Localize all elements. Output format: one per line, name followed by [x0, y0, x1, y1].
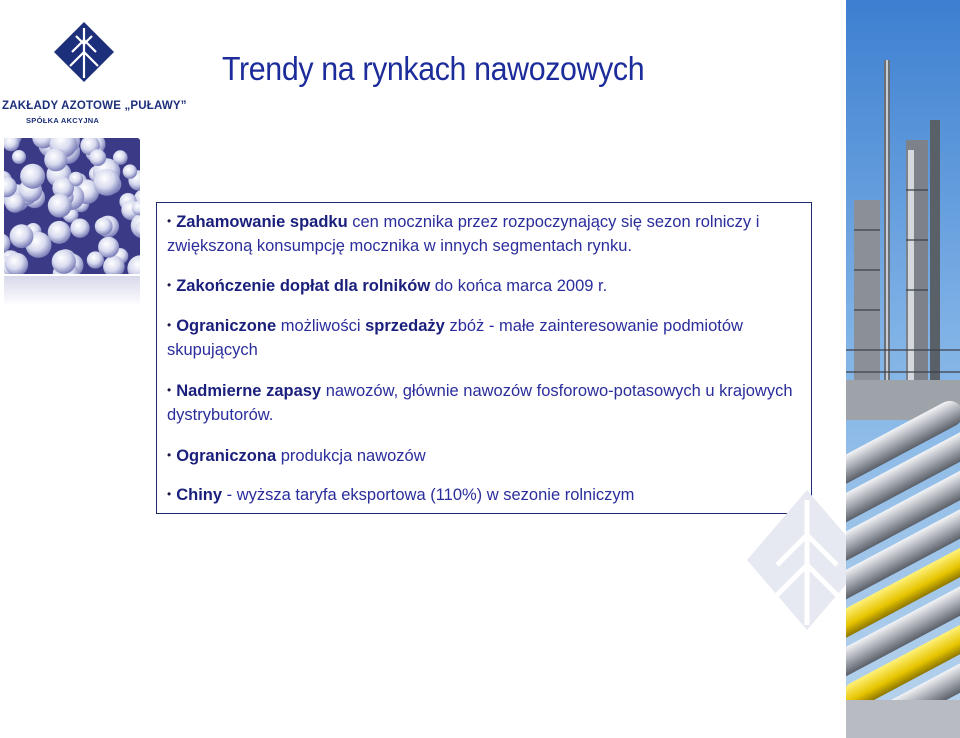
bullet-3-text-2: zbóż - małe zainteresowanie podmiotów skupujących: [167, 317, 743, 359]
pellet: [89, 149, 106, 166]
pellet: [52, 250, 76, 274]
bullet-item-6: [167, 484, 807, 508]
bullet-4-bold: Nadmierne zapasy: [176, 382, 322, 400]
pellet: [20, 164, 45, 189]
bullet-4-text: nawozów, głównie nawozów fosforowo-potasowych u krajowych dystrybutorów.: [167, 382, 793, 424]
bullet-icon: •: [167, 214, 172, 228]
bullet-icon: •: [167, 278, 172, 292]
bullet-5-text: produkcja nawozów: [276, 447, 426, 465]
pellet: [69, 172, 83, 186]
pellet: [48, 194, 72, 218]
pellet: [44, 148, 67, 171]
company-subtitle: SPÓŁKA AKCYJNA: [26, 116, 100, 125]
pellet: [93, 169, 120, 196]
bullet-item-1: [167, 211, 807, 258]
bullet-6-text: - wyższa taryfa eksportowa (110%) w sezonie rolniczym: [222, 486, 635, 504]
bullet-3-bold-2: sprzedaży: [365, 317, 445, 335]
pellet: [95, 217, 113, 235]
company-logo: [0, 12, 187, 125]
industrial-plant-photo: [846, 0, 960, 738]
pellet: [70, 219, 89, 238]
pellet: [123, 164, 137, 178]
pellet: [48, 221, 71, 244]
pellet: [113, 150, 128, 165]
slide-title: Trendy na rynkach nawozowych: [222, 50, 645, 87]
fertilizer-pellets-photo: [4, 138, 140, 274]
bullet-item-4: [167, 380, 807, 427]
bullet-2-bold: Zakończenie dopłat dla rolników: [176, 277, 431, 295]
leaf-logo-icon: [52, 20, 116, 84]
bullet-1-text: cen mocznika przez rozpoczynający się sezon rolniczy i zwiększoną konsumpcję mocznika w innych segmentach rynku.: [167, 213, 760, 255]
pellet: [10, 224, 34, 248]
bullet-6-bold: Chiny: [176, 486, 223, 504]
bullet-item-2: [167, 275, 807, 299]
bullet-1-bold: Zahamowanie spadku: [176, 213, 348, 231]
bullet-icon: •: [167, 318, 172, 332]
bullet-5-bold: Ograniczona: [176, 447, 277, 465]
bullet-icon: •: [167, 487, 172, 501]
bullet-icon: •: [167, 383, 172, 397]
pellet: [12, 150, 26, 164]
bullet-3-text: możliwości: [276, 317, 366, 335]
bullet-item-5: [167, 445, 807, 469]
company-name: ZAKŁADY AZOTOWE „PUŁAWY”: [2, 100, 187, 112]
bullet-item-3: [167, 315, 807, 362]
bullet-icon: •: [167, 448, 172, 462]
pellet: [98, 237, 119, 258]
bullet-list-box: [156, 202, 812, 514]
bullet-2-text: do końca marca 2009 r.: [430, 277, 608, 295]
bullet-3-bold: Ograniczone: [176, 317, 277, 335]
pellets-reflection: [4, 276, 140, 306]
